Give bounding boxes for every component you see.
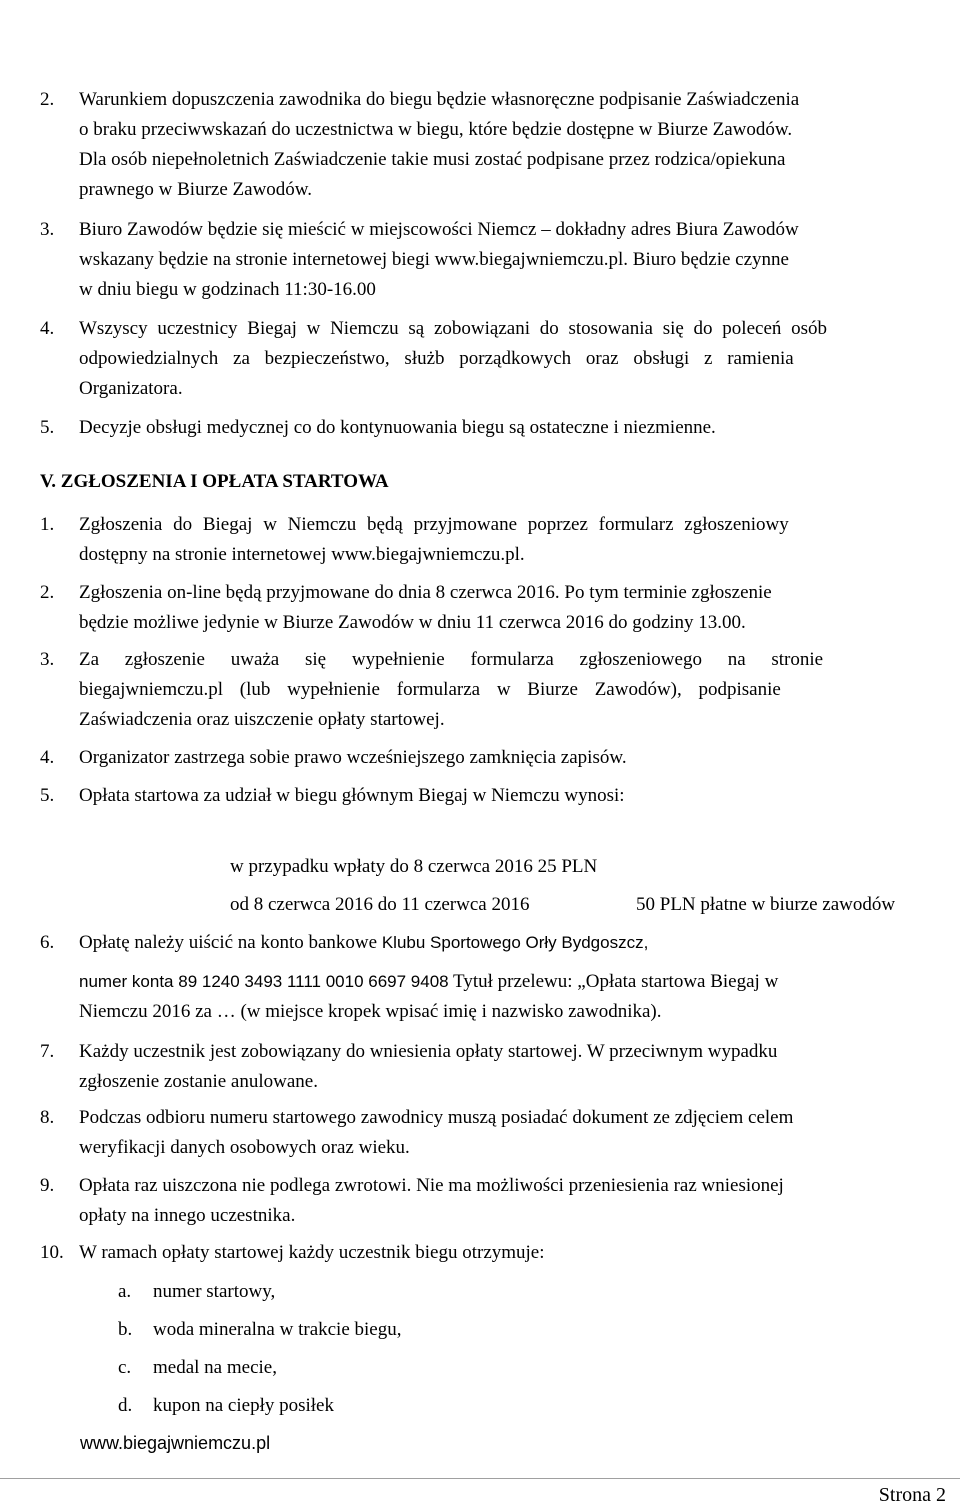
list-item — [40, 215, 956, 305]
item-text — [79, 928, 956, 958]
text-line: Warunkiem dopuszczenia zawodnika do biegu będzie własnoręczne podpisanie Zaświadczenia — [79, 89, 800, 110]
text-line: weryfikacji danych osobowych oraz wieku. — [79, 1137, 410, 1158]
list-item — [40, 1103, 956, 1163]
item-text — [79, 1103, 956, 1163]
text-line: Za zgłoszenie uważa się wypełnienie formularza zgłoszeniowego na stronie — [79, 649, 824, 670]
item-number: 2. — [40, 582, 55, 603]
sub-item-letter: d. — [118, 1395, 133, 1416]
fee-row-late-amount: 50 PLN płatne w biurze zawodów — [636, 894, 896, 915]
sub-item-letter: a. — [118, 1281, 132, 1302]
list-item — [40, 781, 956, 811]
text-line — [79, 928, 956, 958]
text-line: W ramach opłaty startowej każdy uczestnik biegu otrzymuje: — [79, 1242, 545, 1263]
page-number: Strona 2 — [878, 1484, 946, 1506]
list-item — [40, 743, 956, 773]
item-number: 6. — [40, 932, 55, 953]
text-line: Opłata startowa za udział w biegu głównym Biegaj w Niemczu wynosi: — [79, 785, 625, 806]
text-line: prawnego w Biurze Zawodów. — [79, 179, 313, 200]
text-line: dostępny na stronie internetowej www.biegajwniemczu.pl. — [79, 544, 525, 565]
text-line: Podczas odbioru numeru startowego zawodnicy muszą posiadać dokument ze zdjęciem celem — [79, 1107, 794, 1128]
text-line: o braku przeciwwskazań do uczestnictwa w biegu, które będzie dostępne w Biurze Zawodów. — [79, 119, 793, 140]
text-line: Zgłoszenia on-line będą przyjmowane do dnia 8 czerwca 2016. Po tym terminie zgłoszenie — [79, 582, 772, 603]
item-text — [79, 1037, 956, 1097]
text-line: wskazany będzie na stronie internetowej biegi www.biegajwniemczu.pl. Biuro będzie czynne — [79, 249, 789, 270]
item-number: 8. — [40, 1107, 55, 1128]
item-number: 1. — [40, 514, 55, 535]
text-line: zgłoszenie zostanie anulowane. — [79, 1071, 318, 1092]
club-name: Klubu Sportowego Orły Bydgoszcz, — [381, 933, 649, 952]
item-number: 3. — [40, 649, 55, 670]
text-line — [79, 967, 956, 997]
item-text — [79, 314, 956, 404]
list-item — [40, 413, 956, 443]
item-text — [79, 743, 956, 773]
sub-item-letter: c. — [118, 1357, 132, 1378]
text-line: odpowiedzialnych za bezpieczeństwo, służb porządkowych oraz obsługi z ramienia — [79, 348, 794, 369]
item-text — [79, 510, 956, 570]
item-number: 7. — [40, 1041, 55, 1062]
text-line: Opłata raz uiszczona nie podlega zwrotowi. Nie ma możliwości przeniesienia raz wniesionej — [79, 1175, 784, 1196]
text-line: w dniu biegu w godzinach 11:30-16.00 — [79, 279, 376, 300]
payment-account-line — [40, 967, 956, 1027]
text-line: Zgłoszenia do Biegaj w Niemczu będą przyjmowane poprzez formularz zgłoszeniowy — [79, 514, 789, 535]
fee-row-late-dates: od 8 czerwca 2016 do 11 czerwca 2016 — [230, 894, 530, 915]
sub-item-text: numer startowy, — [153, 1281, 276, 1302]
item-text — [79, 1171, 956, 1231]
item-text — [79, 85, 956, 205]
fee-row-early: w przypadku wpłaty do 8 czerwca 2016 25 PLN — [230, 856, 598, 877]
list-item — [40, 510, 956, 570]
item-text — [79, 413, 956, 443]
list-item — [40, 1238, 956, 1268]
list-item — [40, 1037, 956, 1097]
item-number: 2. — [40, 89, 55, 110]
text-line: Biuro Zawodów będzie się mieścić w miejscowości Niemcz – dokładny adres Biura Zawodów — [79, 219, 799, 240]
transfer-title: Tytuł przelewu: „Opłata startowa Biegaj w — [453, 971, 779, 992]
list-item-payment — [40, 928, 956, 958]
item-number: 3. — [40, 219, 55, 240]
text-line: Organizatora. — [79, 378, 183, 399]
text-line: biegajwniemczu.pl (lub wypełnienie formularza w Biurze Zawodów), podpisanie — [79, 679, 781, 700]
item-number: 5. — [40, 417, 55, 438]
item-number: 4. — [40, 747, 55, 768]
item-text — [79, 215, 956, 305]
list-item — [40, 314, 956, 404]
text-line: Zaświadczenia oraz uiszczenie opłaty startowej. — [79, 709, 445, 730]
item-number: 4. — [40, 318, 55, 339]
text-line: Dla osób niepełnoletnich Zaświadczenie takie musi zostać podpisane przez rodzica/opiekuna — [79, 149, 786, 170]
item-number: 5. — [40, 785, 55, 806]
item-number: 9. — [40, 1175, 55, 1196]
sub-item-letter: b. — [118, 1319, 133, 1340]
text-line: będzie możliwe jedynie w Biurze Zawodów w dniu 11 czerwca 2016 do godziny 13.00. — [79, 612, 746, 633]
item-text — [79, 1238, 956, 1268]
footer-url: www.biegajwniemczu.pl — [80, 1433, 271, 1453]
item-number: 10. — [40, 1242, 64, 1263]
text-line: Wszyscy uczestnicy Biegaj w Niemczu są zobowiązani do stosowania się do poleceń osób — [79, 318, 828, 339]
text-line: Każdy uczestnik jest zobowiązany do wniesienia opłaty startowej. W przeciwnym wypadku — [79, 1041, 778, 1062]
account-label: numer konta — [79, 972, 174, 991]
payment-prefix: Opłatę należy uiścić na konto bankowe — [79, 932, 378, 953]
sub-item-text: medal na mecie, — [153, 1357, 277, 1378]
text-line: Niemczu 2016 za … (w miejsce kropek wpisać imię i nazwisko zawodnika). — [79, 1001, 662, 1022]
list-item — [40, 578, 956, 638]
text-line: Organizator zastrzega sobie prawo wcześniejszego zamknięcia zapisów. — [79, 747, 627, 768]
item-text — [79, 781, 956, 811]
sub-item-text: woda mineralna w trakcie biegu, — [153, 1319, 402, 1340]
list-item — [40, 1171, 956, 1231]
section-heading: V. ZGŁOSZENIA I OPŁATA STARTOWA — [40, 471, 389, 492]
list-item — [40, 645, 956, 735]
text-line: opłaty na innego uczestnika. — [79, 1205, 296, 1226]
sub-item-text: kupon na ciepły posiłek — [153, 1395, 334, 1416]
item-text — [79, 578, 956, 638]
item-text — [79, 967, 956, 1027]
text-line: Decyzje obsługi medycznej co do kontynuowania biegu są ostateczne i niezmienne. — [79, 417, 716, 438]
account-number: 89 1240 3493 1111 0010 6697 9408 — [178, 972, 449, 991]
list-item — [40, 85, 956, 205]
item-text — [79, 645, 956, 735]
footer-divider — [0, 1478, 960, 1479]
